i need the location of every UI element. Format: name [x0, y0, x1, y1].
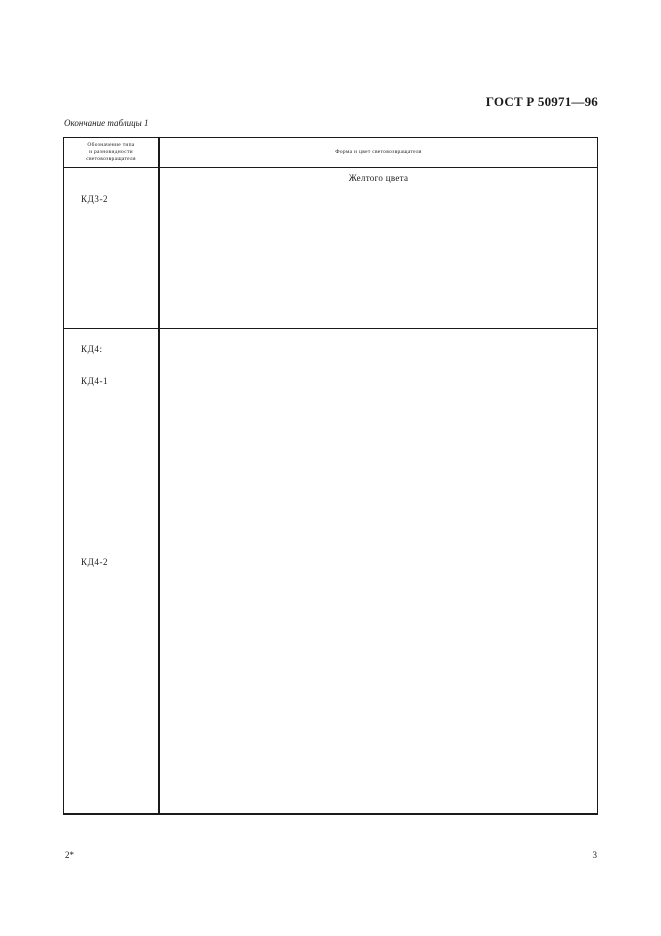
row-label-kd4-2: КД4-2 — [81, 557, 109, 567]
color-subheading: Желтого цвета — [348, 173, 409, 183]
row-label-kd4-1: КД4-1 — [81, 376, 109, 386]
row-label-kd3-2: КД3-2 — [81, 194, 109, 204]
header-rule — [64, 167, 597, 168]
footer-mark: 2* — [65, 850, 74, 860]
column-header-type — [64, 138, 158, 167]
column-header-form — [160, 138, 597, 167]
row-rule — [64, 328, 597, 329]
standard-code: ГОСТ Р 50971—96 — [485, 94, 598, 109]
column-header-form-label: Форма и цвет световозвращателя — [335, 149, 422, 155]
table-caption: Окончание таблицы 1 — [64, 118, 149, 128]
column-divider — [158, 138, 160, 813]
column-header-type-label: Обозначение типа и разновидности световозвращателя — [86, 142, 136, 162]
page-number: 3 — [592, 850, 597, 860]
row-label-kd4: КД4: — [81, 344, 103, 354]
specification-table — [63, 137, 598, 815]
